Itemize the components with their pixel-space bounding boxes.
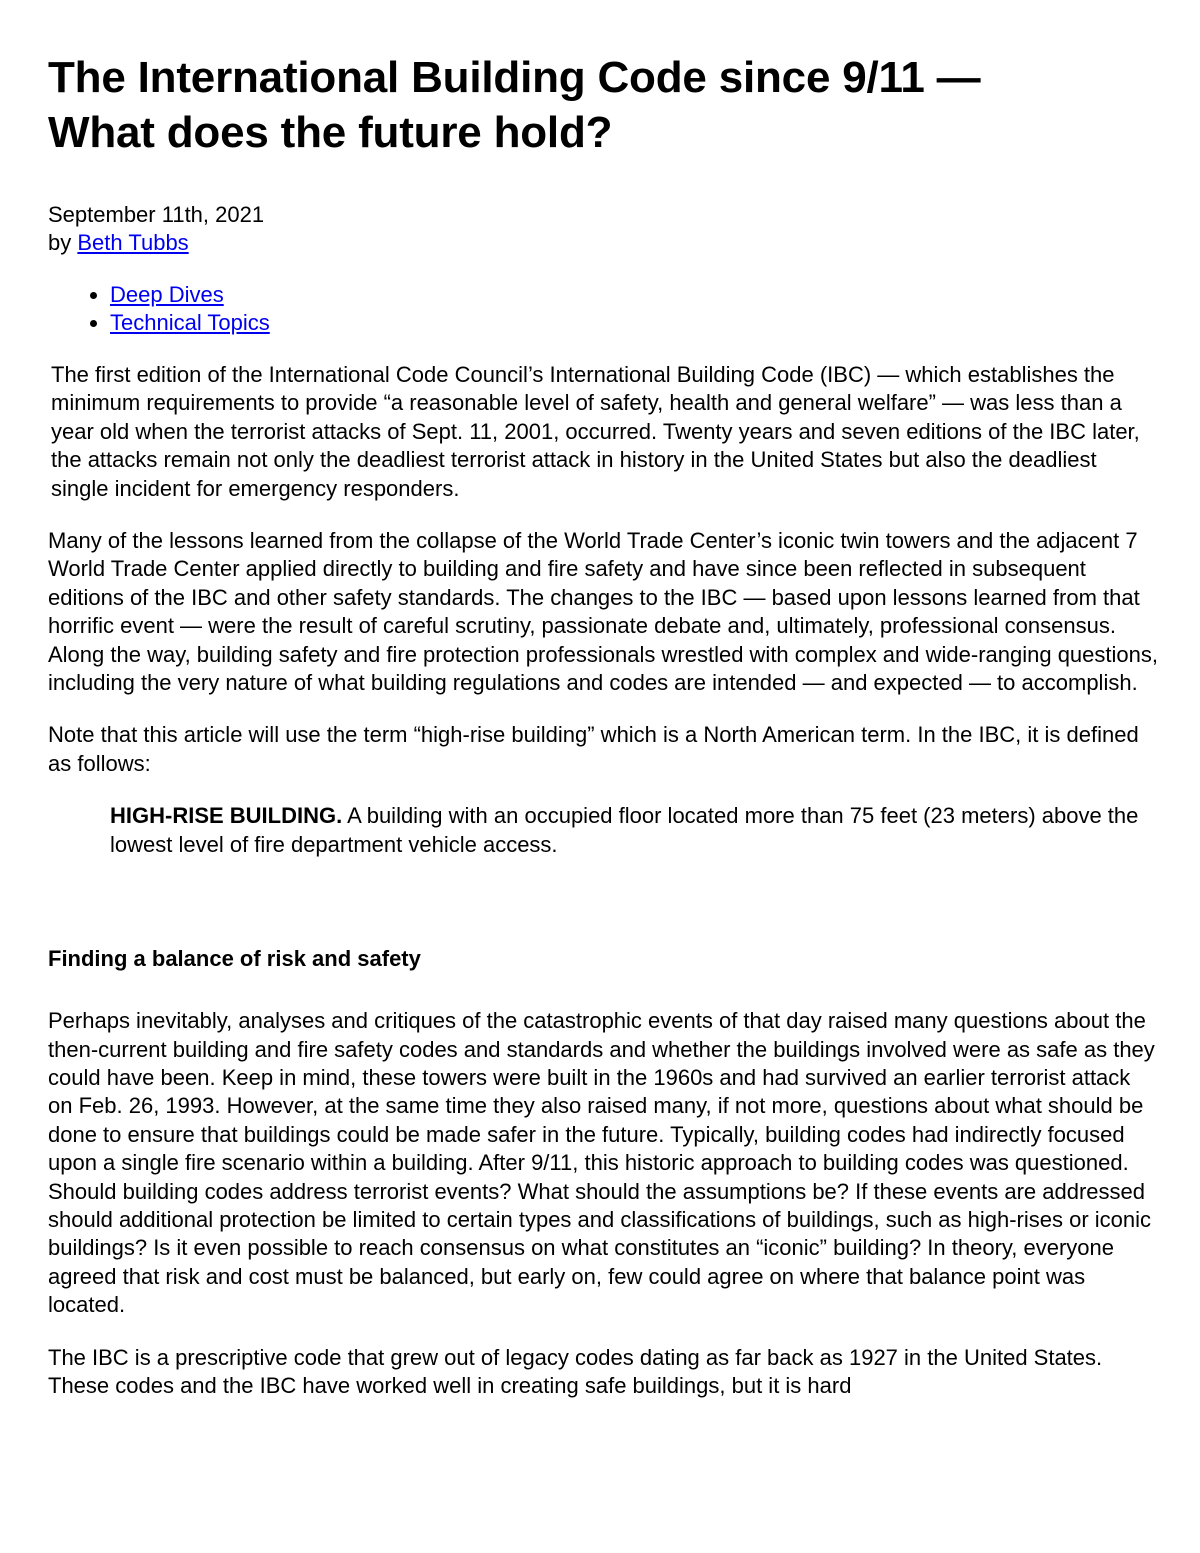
byline — [48, 229, 1158, 257]
definition-text: A building with an occupied floor located more than 75 feet (23 meters) above the lowest level of fire department vehicle access. — [110, 803, 1139, 857]
publish-date: September 11th, 2021 — [48, 202, 265, 227]
article-meta — [48, 201, 1158, 257]
byline-prefix: by — [48, 230, 72, 255]
author-link[interactable]: Beth Tubbs — [77, 230, 189, 255]
title-line-1: The International Building Code since 9/11 — — [48, 53, 981, 102]
category-item — [110, 281, 1158, 309]
title-line-2: What does the future hold? — [48, 108, 613, 157]
category-link-technical-topics[interactable]: Technical Topics — [110, 310, 270, 335]
section-heading: Finding a balance of risk and safety — [48, 946, 421, 972]
category-link-deep-dives[interactable]: Deep Dives — [110, 282, 224, 307]
definition-term: HIGH-RISE BUILDING. — [110, 803, 343, 829]
article — [48, 50, 1158, 1400]
paragraph-prescriptive-code: The IBC is a prescriptive code that grew out of legacy codes dating as far back as 1927 in the United States. These codes and the IBC have worked well in creating safe buildings, but it is hard — [48, 1344, 1103, 1398]
definition-blockquote — [110, 802, 1158, 859]
page-title — [48, 50, 1158, 160]
category-item — [110, 309, 1158, 337]
paragraph-lessons: Many of the lessons learned from the collapse of the World Trade Center’s iconic twin towers and the adjacent 7 World Trade Center applied directly to building and fire safety and have since been reflected in subsequent editions of the IBC and other safety standards. The changes to the IBC — based upon lessons learned from that horrific event — were the result of careful scrutiny, passionate debate and, ultimately, professional consensus. Along the way, building safety and fire protection professionals wrestled with complex and wide-ranging questions, including the very nature of what building regulations and codes are intended — and expected — to accomplish. — [48, 528, 1158, 696]
category-list — [48, 281, 1158, 337]
paragraph-intro: The first edition of the International Code Council’s International Building Code (IBC) — which establishes the minimum requirements to provide “a reasonable level of safety, health and general welfare” — was less than a year old when the terrorist attacks of Sept. 11, 2001, occurred. Twenty years and seven editions of the IBC later, the attacks remain not only the deadliest terrorist attack in history in the United States but also the deadliest single incident for emergency responders. — [51, 362, 1140, 501]
paragraph-note: Note that this article will use the term “high-rise building” which is a North American term. In the IBC, it is defined as follows: — [48, 722, 1139, 776]
paragraph-analyses: Perhaps inevitably, analyses and critiques of the catastrophic events of that day raised many questions about the then-current building and fire safety codes and standards and whether the buildings involved were as safe as they could have been. Keep in mind, these towers were built in the 1960s and had survived an earlier terrorist attack on Feb. 26, 1993. However, at the same time they also raised many, if not more, questions about what should be done to ensure that buildings could be made safer in the future. Typically, building codes had indirectly focused upon a single fire scenario within a building. After 9/11, this historic approach to building codes was questioned. Should building codes address terrorist events? What should the assumptions be? If these events are addressed should additional protection be limited to certain types and classifications of buildings, such as high-rises or iconic buildings? Is it even possible to reach consensus on what constitutes an “iconic” building? In theory, everyone agreed that risk and cost must be balanced, but early on, few could agree on where that balance point was located. — [48, 1008, 1155, 1318]
